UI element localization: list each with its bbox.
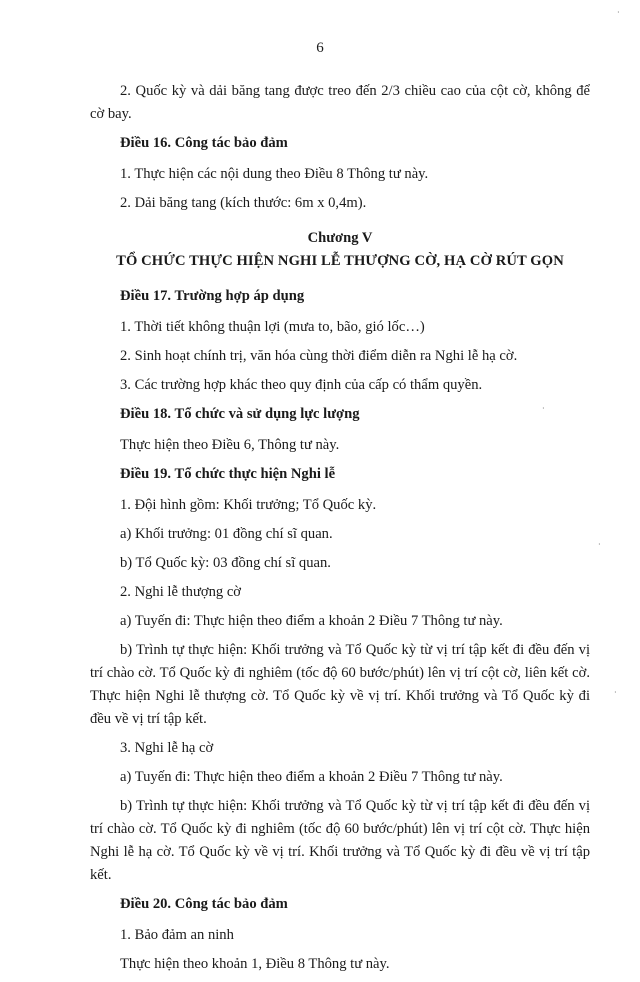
chapter-number: Chương V	[307, 230, 373, 246]
article-heading-18: Điều 18. Tổ chức và sử dụng lực lượng	[120, 406, 360, 422]
paragraph: Thực hiện theo khoản 1, Điều 8 Thông tư này.	[120, 956, 390, 972]
article-heading-19: Điều 19. Tổ chức thực hiện Nghi lễ	[120, 466, 336, 482]
paragraph: 2. Nghi lễ thượng cờ	[120, 584, 242, 600]
paragraph: 2. Sinh hoạt chính trị, văn hóa cùng thời điểm diễn ra Nghi lễ hạ cờ.	[120, 348, 518, 364]
paragraph: 1. Bảo đảm an ninh	[120, 927, 234, 943]
chapter-title: TỔ CHỨC THỰC HIỆN NGHI LỄ THƯỢNG CỜ, HẠ CỜ RÚT GỌN	[116, 253, 564, 269]
paragraph: b) Tổ Quốc kỳ: 03 đồng chí sĩ quan.	[120, 555, 331, 571]
paragraph: a) Khối trưởng: 01 đồng chí sĩ quan.	[120, 526, 333, 542]
article-heading-16: Điều 16. Công tác bảo đảm	[120, 135, 288, 151]
scan-speck: ·	[542, 404, 545, 413]
page-number: 6	[316, 40, 324, 56]
article-heading-17: Điều 17. Trường hợp áp dụng	[120, 288, 305, 304]
paragraph: 3. Các trường hợp khác theo quy định của cấp có thẩm quyền.	[120, 377, 483, 393]
article-heading-20: Điều 20. Công tác bảo đảm	[120, 896, 288, 912]
paragraph: b) Trình tự thực hiện: Khối trưởng và Tổ Quốc kỳ từ vị trí tập kết đi đều đến vị trí chào cờ. Tổ Quốc kỳ đi nghiêm (tốc độ 60 bước/phút) lên vị trí cột cờ, liên kết cờ. Thực hiện Nghi lễ thượng cờ. Tổ Quốc kỳ về vị trí. Khối trưởng và Tổ Quốc kỳ đi đều về vị trí tập kết.	[90, 642, 590, 727]
paragraph: 2. Dải băng tang (kích thước: 6m x 0,4m).	[120, 195, 367, 211]
scan-speck: ·	[598, 540, 601, 549]
paragraph: b) Trình tự thực hiện: Khối trưởng và Tổ Quốc kỳ từ vị trí tập kết đi đều đến vị trí chào cờ. Tổ Quốc kỳ đi nghiêm (tốc độ 60 bước/phút) lên vị trí cột cờ. Thực hiện Nghi lễ hạ cờ. Tổ Quốc kỳ về vị trí. Khối trưởng và Tổ Quốc kỳ đi đều về vị trí tập kết.	[90, 798, 590, 883]
scan-speck: ·	[617, 8, 620, 17]
paragraph: 1. Thời tiết không thuận lợi (mưa to, bão, gió lốc…)	[120, 319, 425, 335]
paragraph: a) Tuyến đi: Thực hiện theo điểm a khoản 2 Điều 7 Thông tư này.	[120, 613, 503, 629]
paragraph: Thực hiện theo Điều 6, Thông tư này.	[120, 437, 340, 453]
scan-speck: ·	[614, 688, 617, 697]
paragraph: 1. Đội hình gồm: Khối trưởng; Tổ Quốc kỳ.	[120, 497, 377, 513]
document-body	[90, 80, 590, 982]
paragraph: 2. Quốc kỳ và dải băng tang được treo đến 2/3 chiều cao của cột cờ, không để cờ bay.	[90, 83, 590, 122]
paragraph: 1. Thực hiện các nội dung theo Điều 8 Thông tư này.	[120, 166, 429, 182]
paragraph: a) Tuyến đi: Thực hiện theo điểm a khoản 2 Điều 7 Thông tư này.	[120, 769, 503, 785]
paragraph: 3. Nghi lễ hạ cờ	[120, 740, 214, 756]
